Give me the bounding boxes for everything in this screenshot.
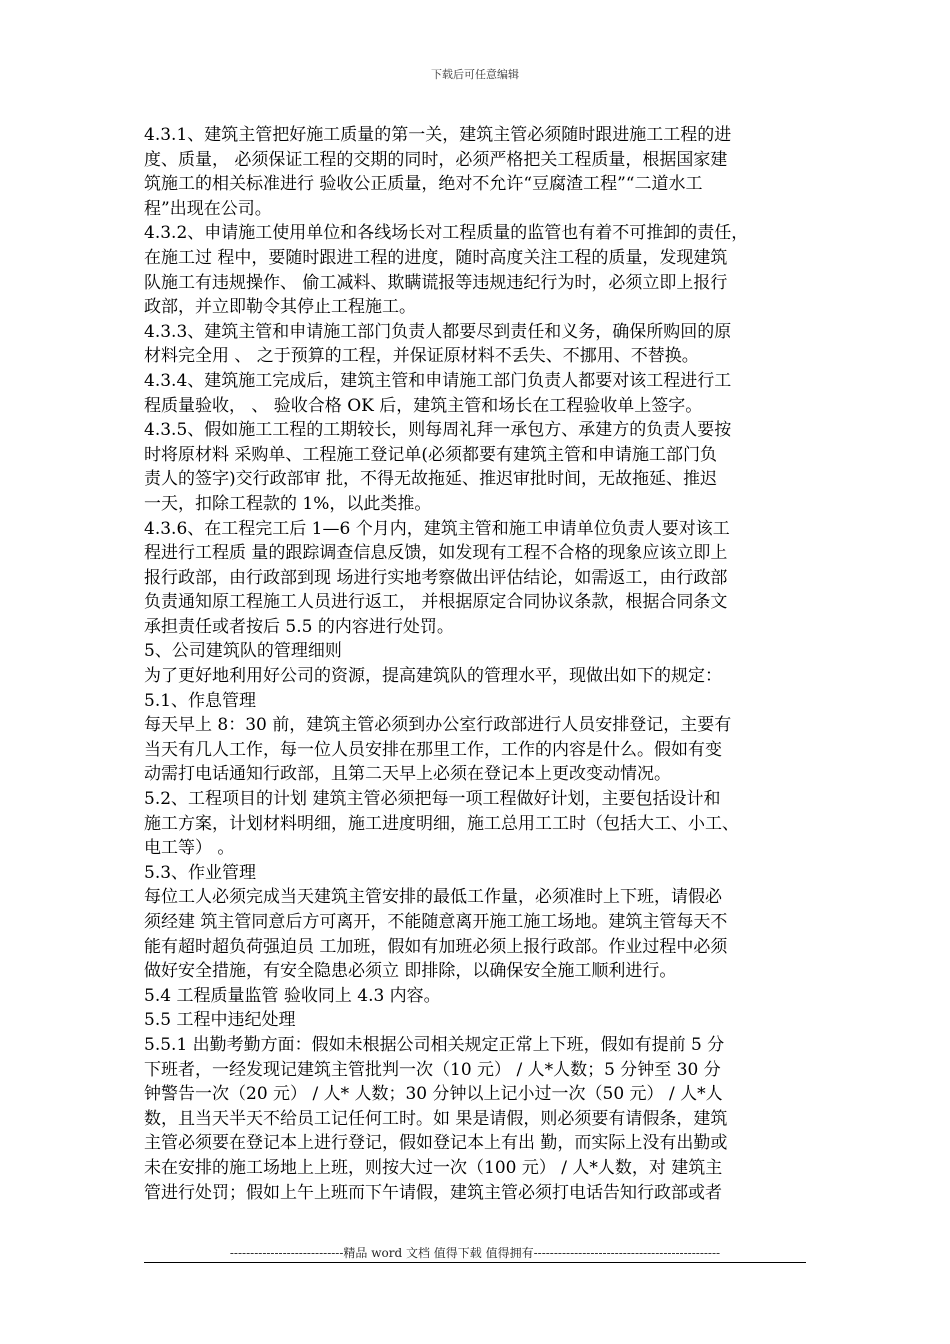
page-header: 下载后可任意编辑 [431, 68, 519, 81]
text-line: 5.3、作业管理 [144, 862, 257, 883]
footer-rule [144, 1262, 806, 1263]
text-line: 数，且当天半天不给员工记任何工时。如 果是请假，则必须要有请假条，建筑 [144, 1108, 728, 1129]
text-line: 在施工过 程中，要随时跟进工程的进度，随时高度关注工程的质量，发现建筑 [144, 247, 728, 268]
text-line: 报行政部，由行政部到现 场进行实地考察做出评估结论，如需返工，由行政部 [144, 567, 728, 588]
text-line: 4.3.3、建筑主管和申请施工部门负责人都要尽到责任和义务，确保所购回的原 [144, 321, 732, 342]
text-line: 为了更好地利用好公司的资源，提高建筑队的管理水平，现做出如下的规定： [144, 666, 722, 687]
text-line: 4.3.4、建筑施工完成后，建筑主管和申请施工部门负责人都要对该工程进行工 [144, 370, 732, 391]
text-line: 4.3.6、在工程完工后 1—6 个月内，建筑主管和施工申请单位负责人要对该工 [144, 518, 730, 539]
text-line: 程”出现在公司。 [144, 198, 272, 219]
text-line: 程进行工程质 量的跟踪调查信息反馈，如发现有工程不合格的现象应该立即上 [144, 543, 728, 564]
text-line: 须经建 筑主管同意后方可离开，不能随意离开施工施工场地。建筑主管每天不 [144, 912, 728, 932]
text-line: 5.5.1 出勤考勤方面：假如未根据公司相关规定正常上下班，假如有提前 5 分 [144, 1034, 725, 1055]
text-line: 下班者，一经发现记建筑主管批判一次（10 元） / 人*人数；5 分钟至 30 分 [144, 1059, 721, 1080]
text-line: 责人的签字)交行政部审 批，不得无故拖延、推迟审批时间，无故拖延、推迟 [144, 469, 718, 490]
document-body [144, 123, 816, 1205]
text-line: 5.1、作息管理 [144, 690, 257, 711]
text-line: 主管必须要在登记本上进行登记，假如登记本上有出 勤，而实际上没有出勤或 [144, 1133, 728, 1154]
text-line: 4.3.1、建筑主管把好施工质量的第一关，建筑主管必须随时跟进施工工程的进 [144, 125, 732, 145]
text-line: 5、公司建筑队的管理细则 [144, 641, 342, 662]
text-line: 5.5 工程中违纪处理 [144, 1010, 296, 1031]
text-line: 动需打电话通知行政部，且第二天早上必须在登记本上更改变动情况。 [144, 764, 671, 785]
text-line: 当天有几人工作，每一位人员安排在那里工作，工作的内容是什么。假如有变 [144, 739, 722, 760]
text-line: 政部，并立即勒令其停止工程施工。 [144, 297, 416, 318]
text-line: 时将原材料 采购单、工程施工登记单(必须都要有建筑主管和申请施工部门负 [144, 444, 718, 465]
text-line: 钟警告一次（20 元） / 人* 人数；30 分钟以上记小过一次（50 元） / 人*人 [144, 1084, 723, 1105]
text-line: 5.2、工程项目的计划 建筑主管必须把每一项工程做好计划，主要包括设计和 [144, 789, 721, 810]
text-line: 每位工人必须完成当天建筑主管安排的最低工作量，必须准时上下班，请假必 [144, 887, 722, 908]
text-line: 未在安排的施工场地上上班，则按大过一次（100 元） / 人*人数，对 建筑主 [144, 1157, 723, 1178]
text-line: 承担责任或者按后 5.5 的内容进行处罚。 [144, 616, 454, 637]
text-line: 管进行处罚；假如上午上班而下午请假，建筑主管必须打电话告知行政部或者 [144, 1182, 722, 1203]
text-line: 程质量验收， 、 验收合格 OK 后，建筑主管和场长在工程验收单上签字。 [144, 395, 703, 416]
text-line: 度、质量， 必须保证工程的交期的同时，必须严格把关工程质量，根据国家建 [144, 149, 728, 170]
text-line: 一天，扣除工程款的 1%，以此类推。 [144, 493, 432, 514]
text-line: 每天早上 8：30 前，建筑主管必须到办公室行政部进行人员安排登记，主要有 [144, 715, 732, 736]
text-line: 负责通知原工程施工人员进行返工， 并根据原定合同协议条款，根据合同条文 [144, 592, 728, 613]
text-line: 4.3.2、申请施工使用单位和各线场长对工程质量的监管也有着不可推卸的责任， [144, 223, 749, 244]
text-line: 队施工有违规操作、 偷工减料、欺瞒谎报等违规违纪行为时，必须立即上报行 [144, 272, 728, 293]
text-line: 4.3.5、假如施工工程的工期较长，则每周礼拜一承包方、承建方的负责人要按 [144, 420, 732, 441]
text-line: 5.4 工程质量监管 验收同上 4.3 内容。 [144, 985, 441, 1006]
text-line: 施工方案，计划材料明细，施工进度明细，施工总用工工时（包括大工、小工、 [144, 813, 739, 834]
page-footer: ----------------------------精品 word 文档 值得下载 值得拥有---------------------------------------------- [229, 1246, 721, 1260]
text-line: 电工等） 。 [144, 838, 235, 859]
text-line: 做好安全措施，有安全隐患必须立 即排除，以确保安全施工顺利进行。 [144, 961, 677, 982]
text-line: 能有超时超负荷强迫员 工加班，假如有加班必须上报行政部。作业过程中必须 [144, 936, 728, 957]
text-line: 材料完全用 、 之于预算的工程，并保证原材料不丢失、不挪用、不替换。 [144, 346, 699, 367]
text-line: 筑施工的相关标准进行 验收公正质量，绝对不允许“豆腐渣工程”“二道水工 [144, 174, 703, 195]
